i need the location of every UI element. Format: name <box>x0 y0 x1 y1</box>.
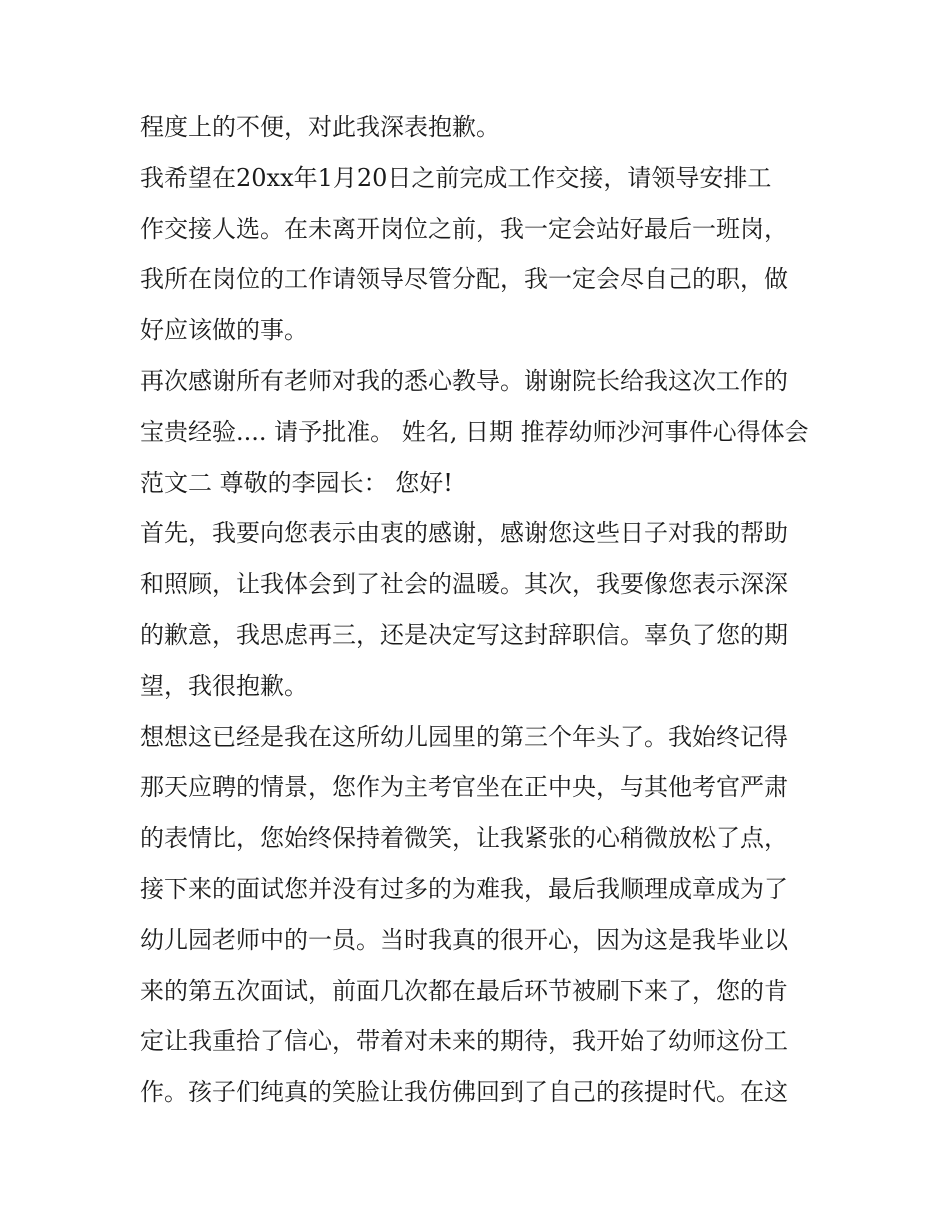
text-line: 定让我重拾了信心，带着对未来的期待，我开始了幼师这份工 <box>140 1027 788 1056</box>
text-line: 宝贵经验.... 请予批准。 姓名, 日期 推荐幼师沙河事件心得体会 <box>140 417 809 446</box>
text-line: 那天应聘的情景，您作为主考官坐在正中央，与其他考官严肃 <box>140 773 788 802</box>
text-line: 作交接人选。在未离开岗位之前，我一定会站好最后一班岗， <box>140 214 788 243</box>
text-line: 幼儿园老师中的一员。当时我真的很开心，因为这是我毕业以 <box>140 925 788 954</box>
text-line: 作。孩子们纯真的笑脸让我仿佛回到了自己的孩提时代。在这 <box>140 1078 788 1107</box>
text-line: 范文二 尊敬的李园长： 您好! <box>140 468 453 497</box>
text-line: 我所在岗位的工作请领导尽管分配，我一定会尽自己的职，做 <box>140 265 788 294</box>
text-line: 首先，我要向您表示由衷的感谢，感谢您这些日子对我的帮助 <box>140 519 788 548</box>
text-line: 和照顾，让我体会到了社会的温暖。其次，我要像您表示深深 <box>140 570 788 599</box>
document-body <box>140 102 830 1118</box>
text-line: 的表情比，您始终保持着微笑，让我紧张的心稍微放松了点， <box>140 824 788 853</box>
text-line: 来的第五次面试，前面几次都在最后环节被刷下来了，您的肯 <box>140 976 788 1005</box>
text-line: 程度上的不便，对此我深表抱歉。 <box>140 113 500 141</box>
text-line: 好应该做的事。 <box>140 316 308 345</box>
text-line: 接下来的面试您并没有过多的为难我，最后我顺理成章成为了 <box>140 874 788 903</box>
text-line: 再次感谢所有老师对我的悉心教导。谢谢院长给我这次工作的 <box>140 366 788 395</box>
text-line: 想想这已经是我在这所幼儿园里的第三个年头了。我始终记得 <box>140 722 788 751</box>
text-line: 我希望在20xx年1月20日之前完成工作交接，请领导安排工 <box>140 163 772 192</box>
text-line: 的歉意，我思虑再三，还是决定写这封辞职信。辜负了您的期 <box>140 620 788 649</box>
text-line: 望，我很抱歉。 <box>140 671 308 700</box>
